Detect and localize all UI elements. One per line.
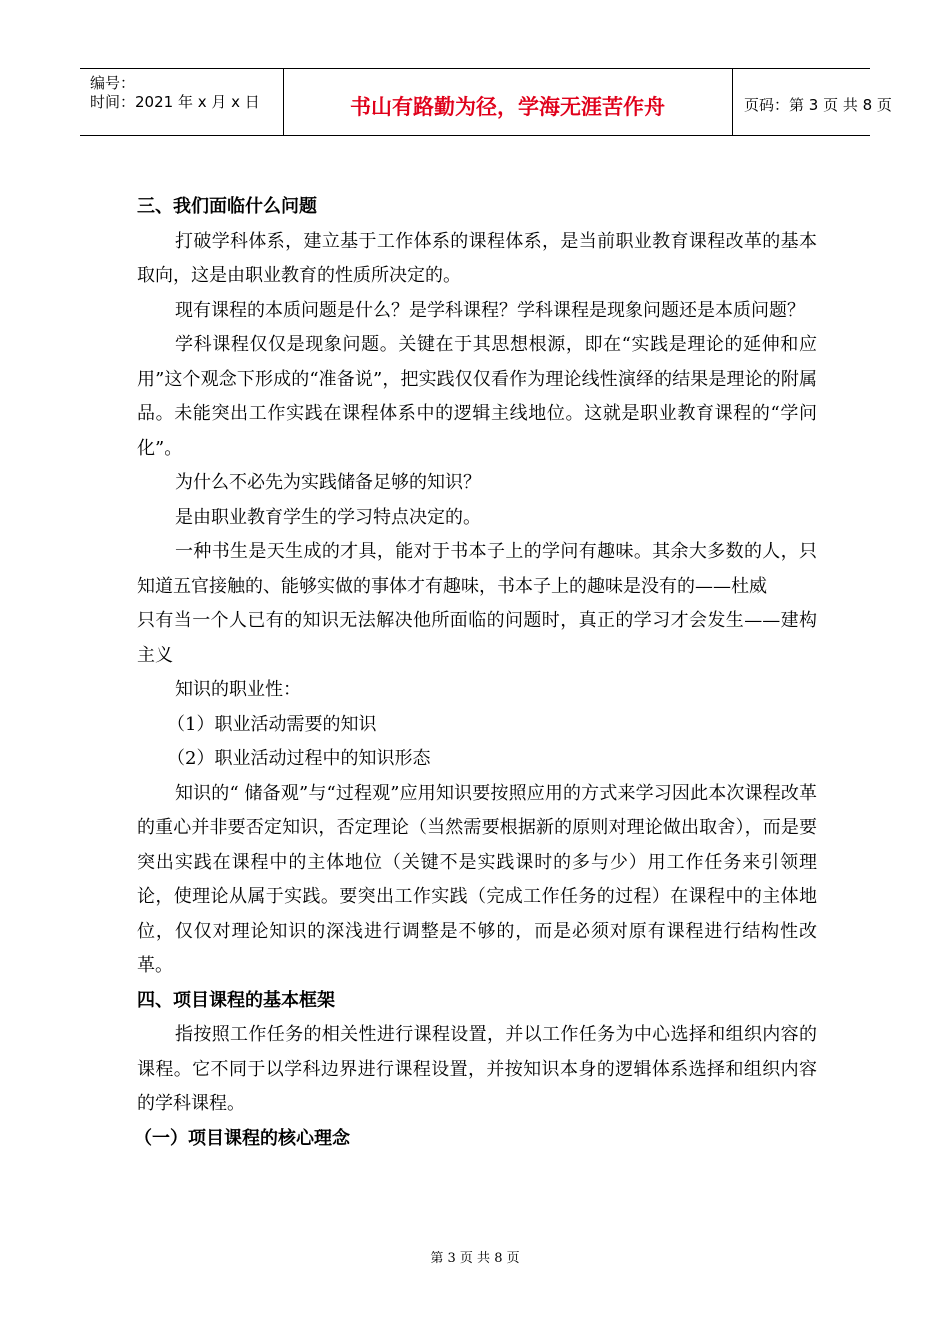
document-number-label: 编号： bbox=[90, 74, 136, 92]
header-motto: 书山有路勤为径，学海无涯苦作舟 bbox=[350, 95, 665, 119]
paragraph: 知识的“ 储备观”与“过程观”应用知识要按照应用的方式来学习因此本次课程改革的重心并非要否定知识，否定理论（当然需要根据新的原则对理论做出取舍），而是要突出实践在课程中的主体地位（关键不是实践课时的多与少）用工作任务来引领理论，使理论从属于实践。要突出工作实践（完成工作任务的过程）在课程中的主体地位，仅仅对理论知识的深浅进行调整是不够的，而是必须对原有课程进行结构性改革。 bbox=[137, 782, 817, 976]
header-motto-cell bbox=[283, 69, 733, 135]
paragraph: 是由职业教育学生的学习特点决定的。 bbox=[175, 506, 481, 528]
page-header bbox=[80, 68, 892, 136]
list-item: （2）职业活动过程中的知识形态 bbox=[167, 748, 431, 769]
header-meta-cell bbox=[80, 69, 284, 135]
subsection-heading: （一）项目课程的核心理念 bbox=[134, 1127, 350, 1149]
paragraph: 打破学科体系，建立基于工作体系的课程体系，是当前职业教育课程改革的基本取向，这是由职业教育的性质所决定的。 bbox=[137, 230, 817, 286]
paragraph: 为什么不必先为实践储备足够的知识？ bbox=[175, 472, 481, 493]
section-heading-3: 三、我们面临什么问题 bbox=[137, 196, 317, 217]
quote-paragraph: 一种书生是天生成的才具，能对于书本子上的学问有趣味。其余大多数的人，只知道五官接触的、能够实做的事体才有趣味，书本子上的趣味是没有的——杜威 bbox=[137, 541, 817, 597]
paragraph: 指按照工作任务的相关性进行课程设置，并以工作任务为中心选择和组织内容的课程。它不同于以学科边界进行课程设置，并按知识本身的逻辑体系选择和组织内容的学科课程。 bbox=[137, 1024, 817, 1114]
section-heading-4: 四、项目课程的基本框架 bbox=[137, 989, 335, 1011]
quote-paragraph: 只有当一个人已有的知识无法解决他所面临的问题时，真正的学习才会发生——建构主义 bbox=[137, 610, 817, 666]
paragraph: 知识的职业性： bbox=[175, 679, 301, 700]
paragraph: 学科课程仅仅是现象问题。关键在于其思想根源，即在“实践是理论的延伸和应用”这个观念下形成的“准备说”，把实践仅仅看作为理论线性演绎的结果是理论的附属品。未能突出工作实践在课程体系中的逻辑主线地位。这就是职业教育课程的“学问化”。 bbox=[137, 334, 817, 459]
list-item: （1）职业活动需要的知识 bbox=[167, 713, 377, 735]
document-body bbox=[134, 190, 817, 1156]
header-page-cell bbox=[732, 69, 892, 135]
header-page-info: 页码：第 3 页 共 8 页 bbox=[744, 96, 892, 114]
page-footer: 第 3 页 共 8 页 bbox=[430, 1251, 520, 1266]
document-time-label: 时间：2021 年 x 月 x 日 bbox=[90, 93, 260, 111]
paragraph: 现有课程的本质问题是什么？是学科课程？学科课程是现象问题还是本质问题？ bbox=[175, 299, 805, 321]
